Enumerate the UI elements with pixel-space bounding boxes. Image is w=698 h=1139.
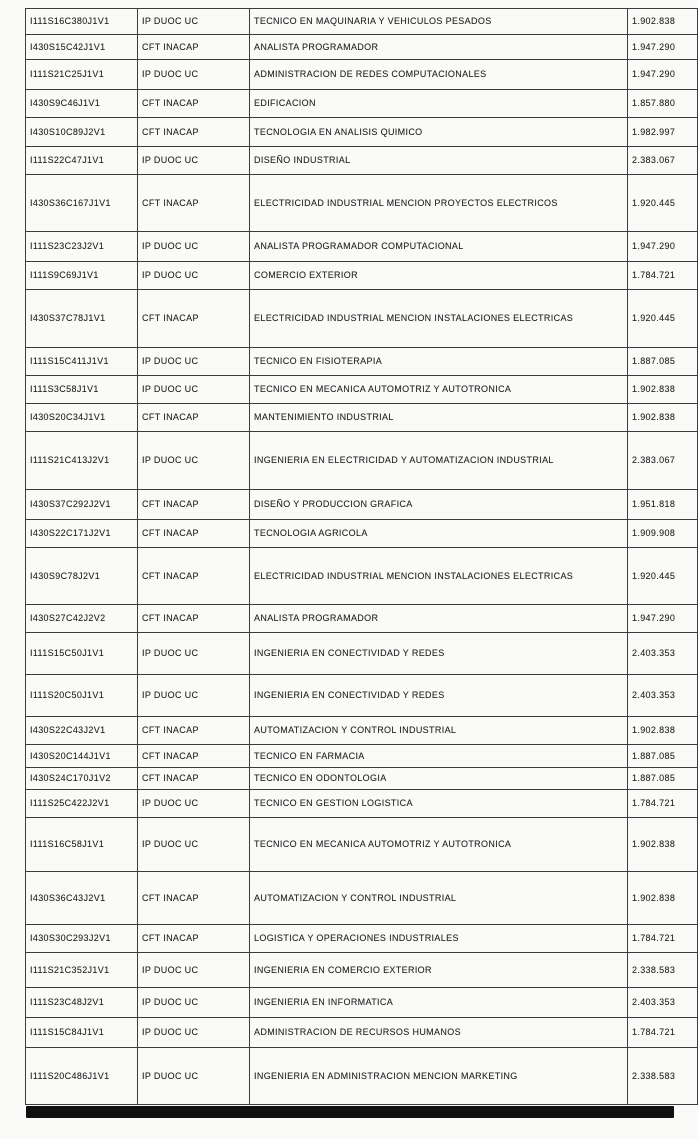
table-row [26,953,698,988]
program-cell: TECNOLOGIA AGRICOLA [250,520,628,548]
amount-cell: 2.338.583 [628,953,698,988]
institution-cell: IP DUOC UC [138,675,250,717]
table-row [26,290,698,348]
table-row [26,717,698,745]
table-row [26,118,698,147]
amount-cell: 1.982.997 [628,118,698,147]
institution-cell: IP DUOC UC [138,348,250,376]
institution-cell: IP DUOC UC [138,232,250,262]
program-cell: COMERCIO EXTERIOR [250,262,628,290]
amount-cell: 2.383.067 [628,432,698,490]
table-row [26,818,698,872]
code-cell: I430S15C42J1V1 [26,35,138,60]
code-cell: I111S16C58J1V1 [26,818,138,872]
amount-cell: 1.902.838 [628,9,698,35]
program-cell: TECNICO EN MECANICA AUTOMOTRIZ Y AUTOTRONICA [250,376,628,404]
table-row [26,376,698,404]
program-cell: DISEÑO INDUSTRIAL [250,147,628,175]
amount-cell: 1.902.838 [628,376,698,404]
program-cell: EDIFICACION [250,90,628,118]
amount-cell: 2.403.353 [628,988,698,1018]
institution-cell: IP DUOC UC [138,1048,250,1105]
amount-cell: 1.902.838 [628,404,698,432]
institution-cell: IP DUOC UC [138,1018,250,1048]
program-cell: ANALISTA PROGRAMADOR [250,605,628,633]
amount-cell: 1.947.290 [628,60,698,90]
code-cell: I111S15C411J1V1 [26,348,138,376]
table-row [26,60,698,90]
code-cell: I430S36C167J1V1 [26,175,138,232]
amount-cell: 1.947.290 [628,35,698,60]
amount-cell: 1.920.445 [628,175,698,232]
program-cell: TECNICO EN FARMACIA [250,745,628,768]
institution-cell: IP DUOC UC [138,818,250,872]
program-cell: ELECTRICIDAD INDUSTRIAL MENCION PROYECTOS ELECTRICOS [250,175,628,232]
code-cell: I430S22C171J2V1 [26,520,138,548]
table-row [26,1048,698,1105]
institution-cell: CFT INACAP [138,290,250,348]
code-cell: I430S24C170J1V2 [26,768,138,790]
code-cell: I111S21C352J1V1 [26,953,138,988]
amount-cell: 1.920.445 [628,548,698,605]
amount-cell: 1.784.721 [628,262,698,290]
code-cell: I111S20C50J1V1 [26,675,138,717]
program-cell: LOGISTICA Y OPERACIONES INDUSTRIALES [250,925,628,953]
program-cell: INGENIERIA EN CONECTIVIDAD Y REDES [250,675,628,717]
code-cell: I111S3C58J1V1 [26,376,138,404]
program-cell: INGENIERIA EN ADMINISTRACION MENCION MARKETING [250,1048,628,1105]
amount-cell: 1.887.085 [628,768,698,790]
table-body [26,9,698,1105]
code-cell: I111S23C23J2V1 [26,232,138,262]
program-cell: TECNICO EN MECANICA AUTOMOTRIZ Y AUTOTRONICA [250,818,628,872]
code-cell: I430S9C78J2V1 [26,548,138,605]
program-cell: DISEÑO Y PRODUCCION GRAFICA [250,490,628,520]
institution-cell: IP DUOC UC [138,9,250,35]
table-row [26,675,698,717]
program-cell: ANALISTA PROGRAMADOR COMPUTACIONAL [250,232,628,262]
table-row [26,348,698,376]
table-row [26,90,698,118]
table-row [26,262,698,290]
code-cell: I111S9C69J1V1 [26,262,138,290]
amount-cell: 1.902.838 [628,818,698,872]
program-cell: TECNOLOGIA EN ANALISIS QUIMICO [250,118,628,147]
code-cell: I430S37C78J1V1 [26,290,138,348]
code-cell: I111S15C50J1V1 [26,633,138,675]
table-row [26,147,698,175]
table-row [26,232,698,262]
code-cell: I111S20C486J1V1 [26,1048,138,1105]
code-cell: I430S30C293J2V1 [26,925,138,953]
institution-cell: CFT INACAP [138,520,250,548]
amount-cell: 1.920.445 [628,290,698,348]
institution-cell: CFT INACAP [138,872,250,925]
table-row [26,35,698,60]
program-cell: INGENIERIA EN ELECTRICIDAD Y AUTOMATIZACION INDUSTRIAL [250,432,628,490]
table-row [26,605,698,633]
table-row [26,9,698,35]
institution-cell: CFT INACAP [138,490,250,520]
amount-cell: 1.887.085 [628,348,698,376]
institution-cell: CFT INACAP [138,404,250,432]
program-cell: INGENIERIA EN CONECTIVIDAD Y REDES [250,633,628,675]
institution-cell: IP DUOC UC [138,432,250,490]
code-cell: I430S20C144J1V1 [26,745,138,768]
institution-cell: CFT INACAP [138,768,250,790]
institution-cell: IP DUOC UC [138,790,250,818]
program-cell: ANALISTA PROGRAMADOR [250,35,628,60]
amount-cell: 1.902.838 [628,872,698,925]
table-row [26,988,698,1018]
table-row [26,1018,698,1048]
institution-cell: CFT INACAP [138,35,250,60]
program-cell: TECNICO EN ODONTOLOGIA [250,768,628,790]
table-row [26,790,698,818]
institution-cell: CFT INACAP [138,605,250,633]
program-cell: INGENIERIA EN INFORMATICA [250,988,628,1018]
program-cell: MANTENIMIENTO INDUSTRIAL [250,404,628,432]
code-cell: I430S22C43J2V1 [26,717,138,745]
institution-cell: CFT INACAP [138,717,250,745]
institution-cell: CFT INACAP [138,925,250,953]
program-cell: TECNICO EN FISIOTERAPIA [250,348,628,376]
institution-cell: IP DUOC UC [138,633,250,675]
institution-cell: CFT INACAP [138,90,250,118]
amount-cell: 1.951.818 [628,490,698,520]
amount-cell: 1.784.721 [628,790,698,818]
institution-cell: IP DUOC UC [138,953,250,988]
table-row [26,872,698,925]
program-cell: ELECTRICIDAD INDUSTRIAL MENCION INSTALACIONES ELECTRICAS [250,548,628,605]
program-cell: AUTOMATIZACION Y CONTROL INDUSTRIAL [250,717,628,745]
institution-cell: IP DUOC UC [138,262,250,290]
table-row [26,768,698,790]
amount-cell: 1.857.880 [628,90,698,118]
code-cell: I111S23C48J2V1 [26,988,138,1018]
code-cell: I111S15C84J1V1 [26,1018,138,1048]
code-cell: I430S27C42J2V2 [26,605,138,633]
amount-cell: 2.403.353 [628,633,698,675]
amount-cell: 1.887.085 [628,745,698,768]
code-cell: I111S22C47J1V1 [26,147,138,175]
table-row [26,548,698,605]
amount-cell: 1.784.721 [628,925,698,953]
bottom-black-bar [26,1106,674,1118]
table-row [26,745,698,768]
tuition-table [25,8,698,1105]
code-cell: I111S21C25J1V1 [26,60,138,90]
program-cell: INGENIERIA EN COMERCIO EXTERIOR [250,953,628,988]
amount-cell: 1.784.721 [628,1018,698,1048]
program-cell: TECNICO EN GESTION LOGISTICA [250,790,628,818]
amount-cell: 1.947.290 [628,232,698,262]
institution-cell: CFT INACAP [138,175,250,232]
table-row [26,490,698,520]
institution-cell: IP DUOC UC [138,988,250,1018]
table-row [26,925,698,953]
amount-cell: 2.403.353 [628,675,698,717]
institution-cell: CFT INACAP [138,548,250,605]
program-cell: ADMINISTRACION DE REDES COMPUTACIONALES [250,60,628,90]
amount-cell: 1.947.290 [628,605,698,633]
code-cell: I430S36C43J2V1 [26,872,138,925]
code-cell: I430S20C34J1V1 [26,404,138,432]
institution-cell: CFT INACAP [138,118,250,147]
institution-cell: IP DUOC UC [138,376,250,404]
amount-cell: 1.902.838 [628,717,698,745]
institution-cell: IP DUOC UC [138,60,250,90]
code-cell: I430S10C89J2V1 [26,118,138,147]
table-row [26,432,698,490]
amount-cell: 2.338.583 [628,1048,698,1105]
table-row [26,633,698,675]
code-cell: I111S16C380J1V1 [26,9,138,35]
table-row [26,404,698,432]
code-cell: I430S9C46J1V1 [26,90,138,118]
table-row [26,520,698,548]
program-cell: TECNICO EN MAQUINARIA Y VEHICULOS PESADOS [250,9,628,35]
program-cell: ADMINISTRACION DE RECURSOS HUMANOS [250,1018,628,1048]
program-cell: ELECTRICIDAD INDUSTRIAL MENCION INSTALACIONES ELECTRICAS [250,290,628,348]
program-cell: AUTOMATIZACION Y CONTROL INDUSTRIAL [250,872,628,925]
table-row [26,175,698,232]
amount-cell: 1.909.908 [628,520,698,548]
code-cell: I111S21C413J2V1 [26,432,138,490]
amount-cell: 2.383.067 [628,147,698,175]
institution-cell: CFT INACAP [138,745,250,768]
institution-cell: IP DUOC UC [138,147,250,175]
code-cell: I430S37C292J2V1 [26,490,138,520]
code-cell: I111S25C422J2V1 [26,790,138,818]
